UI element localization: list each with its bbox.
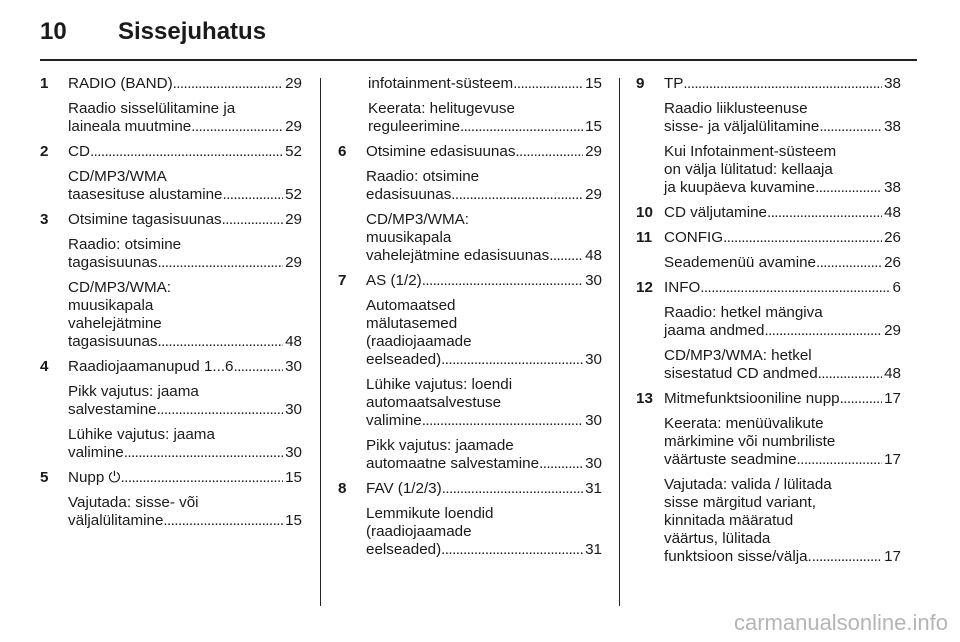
- leader-line: [366, 480, 602, 498]
- leader-line: [366, 143, 602, 161]
- leader-line: [664, 451, 901, 469]
- entry-text: laineala muutmine: [68, 118, 192, 135]
- dot-leader: [223, 186, 284, 204]
- leader-line: [68, 143, 302, 161]
- toc-entry: [40, 358, 302, 462]
- toc-subentry: [68, 426, 302, 462]
- subentry-line: sisse märgitud variant,: [664, 494, 816, 511]
- column-2: [338, 75, 602, 566]
- toc-subentry: [68, 168, 302, 204]
- entry-text: taasesituse alustamine: [68, 186, 223, 203]
- dot-leader: [764, 322, 882, 340]
- dot-leader: [422, 272, 583, 290]
- page-ref: 29: [285, 211, 302, 228]
- page-ref: 6: [892, 279, 901, 296]
- dot-leader: [815, 179, 882, 197]
- page-ref: 15: [285, 469, 302, 486]
- entry-text: reguleerimine: [368, 118, 461, 135]
- item-number: 9: [636, 75, 645, 92]
- entry-text: väljalülitamine: [68, 512, 164, 529]
- leader-line: [366, 351, 602, 369]
- page-ref: 48: [285, 333, 302, 350]
- toc-subentry: [68, 279, 302, 351]
- page-ref: 31: [585, 541, 602, 558]
- leader-line: [366, 455, 602, 473]
- leader-line: [664, 365, 901, 383]
- dot-leader: [158, 333, 284, 351]
- toc-subentry: [68, 100, 302, 136]
- subentry-line: Raadio sisselülitamine ja: [68, 100, 236, 117]
- leader-line: [664, 179, 901, 197]
- leader-line: [664, 118, 901, 136]
- page-ref: 30: [285, 358, 302, 375]
- subentry-line: CD/MP3/WMA: hetkel: [664, 347, 812, 364]
- entry-text: TP: [664, 75, 684, 92]
- page-ref: 30: [585, 351, 602, 368]
- leader-line: [664, 204, 901, 222]
- leader-line: [68, 75, 302, 93]
- entry-text: AS (1/2): [366, 272, 422, 289]
- item-number: 10: [636, 204, 653, 221]
- entry-text: sisse- ja väljalülitamine: [664, 118, 820, 135]
- leader-line: [68, 254, 302, 272]
- leader-line: [68, 211, 302, 229]
- toc-entry: [40, 143, 302, 204]
- dot-leader: [767, 204, 882, 222]
- page-ref: 15: [585, 118, 602, 135]
- entry-text: automaatne salvestamine: [366, 455, 540, 472]
- item-number: 1: [40, 75, 49, 92]
- entry-text: Otsimine edasisuunas: [366, 143, 516, 160]
- page-ref: 30: [585, 272, 602, 289]
- toc-entry: [636, 75, 901, 197]
- entry-text: tagasisuunas: [68, 333, 158, 350]
- dot-leader: [549, 247, 583, 265]
- page-ref: 15: [285, 512, 302, 529]
- entry-text: edasisuunas: [366, 186, 452, 203]
- item-number: 8: [338, 480, 347, 497]
- header-rule: [40, 59, 917, 61]
- subentry-line: Raadio: otsimine: [366, 168, 480, 185]
- item-number: 5: [40, 469, 49, 486]
- subentry-line: (raadiojaamade: [366, 333, 472, 350]
- subentry-line: Raadio: otsimine: [68, 236, 182, 253]
- dot-leader: [442, 480, 583, 498]
- dot-leader: [124, 444, 283, 462]
- subentry-line: Pikk vajutus: jaamade: [366, 437, 514, 454]
- entry-text: Mitmefunktsiooniline nupp: [664, 390, 840, 407]
- leader-line: [68, 333, 302, 351]
- page-ref: 29: [285, 118, 302, 135]
- entry-text: eelseaded): [366, 351, 442, 368]
- subentry-line: Keerata: helitugevuse: [368, 100, 515, 117]
- toc-subentry: [68, 383, 302, 419]
- watermark: carmanualsonline.info: [733, 610, 948, 635]
- page-ref: 29: [884, 322, 901, 339]
- dot-leader: [816, 254, 882, 272]
- column-divider-2: [619, 78, 620, 606]
- subentry-line: Lühike vajutus: loendi: [366, 376, 513, 393]
- entry-text: eelseaded): [366, 541, 442, 558]
- subentry-line: muusikapala: [68, 297, 154, 314]
- column-3: [636, 75, 901, 573]
- entry-text: CONFIG: [664, 229, 724, 246]
- entry-text: valimine: [366, 412, 422, 429]
- toc-subentry: [68, 236, 302, 272]
- dot-leader: [222, 211, 283, 229]
- item-number: 3: [40, 211, 49, 228]
- entry-text: sisestatud CD andmed: [664, 365, 818, 382]
- subentry-line: Raadio liiklusteenuse: [664, 100, 808, 117]
- page-ref: 26: [884, 254, 901, 271]
- toc-entry: [338, 75, 602, 136]
- subentry-line: (raadiojaamade: [366, 523, 472, 540]
- page-ref: 48: [884, 365, 901, 382]
- entry-text: Nupp ⏻: [68, 469, 121, 486]
- item-number: 2: [40, 143, 49, 160]
- item-number: 11: [636, 229, 653, 246]
- dot-leader: [163, 512, 283, 530]
- toc-subentry: [664, 304, 901, 340]
- entry-text: funktsioon sisse/välja.: [664, 548, 812, 565]
- page-ref: 38: [884, 179, 901, 196]
- dot-leader: [797, 451, 883, 469]
- toc-subentry: [664, 143, 901, 197]
- entry-text: FAV (1/2/3): [366, 480, 442, 497]
- subentry-line: on välja lülitatud: kellaaja: [664, 161, 833, 178]
- subentry-line: muusikapala: [366, 229, 452, 246]
- page-ref: 48: [884, 204, 901, 221]
- subentry-line: CD/MP3/WMA:: [366, 211, 469, 228]
- subentry-line: CD/MP3/WMA:: [68, 279, 171, 296]
- subentry-line: CD/MP3/WMA: [68, 168, 167, 185]
- leader-line: [68, 401, 302, 419]
- toc-entry: [338, 272, 602, 473]
- entry-text: INFO: [664, 279, 701, 296]
- toc-subentry: [664, 415, 901, 469]
- page-ref: 29: [285, 254, 302, 271]
- entry-text: Seademenüü avamine: [664, 254, 816, 271]
- leader-line: [368, 75, 602, 93]
- entry-text: infotainment-süsteem: [368, 75, 514, 92]
- toc-entry: [40, 469, 302, 530]
- page-ref: 29: [585, 143, 602, 160]
- dot-leader: [121, 469, 284, 487]
- subentry-line: Lühike vajutus: jaama: [68, 426, 215, 443]
- toc-subentry: [366, 211, 602, 265]
- leader-line: [366, 541, 602, 559]
- leader-line: [368, 118, 602, 136]
- dot-leader: [460, 118, 583, 136]
- leader-line: [664, 279, 901, 297]
- entry-text: CD: [68, 143, 90, 160]
- leader-line: [68, 118, 302, 136]
- dot-leader: [683, 75, 882, 93]
- entry-text: jaama andmed: [664, 322, 765, 339]
- dot-leader: [422, 412, 583, 430]
- page-ref: 17: [884, 390, 901, 407]
- dot-leader: [234, 358, 284, 376]
- page-ref: 30: [285, 401, 302, 418]
- toc-subentry: [664, 100, 901, 136]
- item-number: 4: [40, 358, 49, 375]
- dot-leader: [700, 279, 890, 297]
- dot-leader: [191, 118, 283, 136]
- dot-leader: [818, 365, 882, 383]
- subentry-line: mälutasemed: [366, 315, 458, 332]
- page-title: Sissejuhatus: [118, 18, 267, 45]
- page-ref: 30: [585, 412, 602, 429]
- entry-text: Otsimine tagasisuunas: [68, 211, 222, 228]
- leader-line: [366, 247, 602, 265]
- page-ref: 29: [285, 75, 302, 92]
- dot-leader: [515, 143, 583, 161]
- leader-line: [664, 229, 901, 247]
- entry-text: RADIO (BAND): [68, 75, 173, 92]
- entry-text: väärtuste seadmine: [664, 451, 797, 468]
- subentry-line: vahelejätmine: [68, 315, 162, 332]
- leader-line: [366, 186, 602, 204]
- entry-text: ja kuupäeva kuvamine: [664, 179, 816, 196]
- toc-entry: [338, 143, 602, 265]
- dot-leader: [451, 186, 583, 204]
- toc-entry: [636, 390, 901, 566]
- dot-leader: [90, 143, 283, 161]
- toc-subentry: [366, 168, 602, 204]
- leader-line: [68, 512, 302, 530]
- subentry-line: kinnitada määratud: [664, 512, 794, 529]
- page-ref: 52: [285, 186, 302, 203]
- column-divider-1: [320, 78, 321, 606]
- leader-line: [68, 186, 302, 204]
- dot-leader: [157, 401, 283, 419]
- entry-text: valimine: [68, 444, 124, 461]
- toc-subentry: [366, 437, 602, 473]
- dot-leader: [513, 75, 583, 93]
- leader-line: [664, 75, 901, 93]
- toc-subentry: [664, 254, 901, 272]
- dot-leader: [812, 548, 882, 566]
- page-ref: 26: [884, 229, 901, 246]
- page-ref: 31: [585, 480, 602, 497]
- page-ref: 52: [285, 143, 302, 160]
- page-ref: 30: [585, 455, 602, 472]
- dot-leader: [840, 390, 882, 408]
- entry-text: tagasisuunas: [68, 254, 158, 271]
- subentry-line: Automaatsed: [366, 297, 456, 314]
- page-ref: 38: [884, 118, 901, 135]
- page-header: [40, 14, 920, 54]
- leader-line: [68, 469, 302, 487]
- dot-leader: [819, 118, 882, 136]
- dot-leader: [723, 229, 882, 247]
- toc-subentry: [664, 347, 901, 383]
- subentry-line: automaatsalvestuse: [366, 394, 502, 411]
- subentry-line: Vajutada: sisse- või: [68, 494, 199, 511]
- subentry-line: Vajutada: valida / lülitada: [664, 476, 832, 493]
- leader-line: [664, 390, 901, 408]
- toc-subentry: [366, 297, 602, 369]
- entry-text: Raadiojaamanupud 1...6: [68, 358, 234, 375]
- toc-entry: [338, 480, 602, 559]
- item-number: 12: [636, 279, 653, 296]
- item-number: 7: [338, 272, 347, 289]
- toc-subentry: [664, 476, 901, 566]
- dot-leader: [158, 254, 284, 272]
- subentry-line: Keerata: menüüvalikute: [664, 415, 824, 432]
- toc-entry: [40, 75, 302, 136]
- item-number: 6: [338, 143, 347, 160]
- leader-line: [68, 444, 302, 462]
- leader-line: [664, 548, 901, 566]
- toc-entry: [636, 204, 901, 222]
- item-number: 13: [636, 390, 653, 407]
- page-ref: 29: [585, 186, 602, 203]
- subentry-line: Lemmikute loendid: [366, 505, 494, 522]
- subentry-line: Raadio: hetkel mängiva: [664, 304, 823, 321]
- dot-leader: [173, 75, 283, 93]
- dot-leader: [441, 541, 583, 559]
- toc-subentry: [368, 100, 602, 136]
- subentry-line: Pikk vajutus: jaama: [68, 383, 199, 400]
- leader-line: [366, 272, 602, 290]
- page-ref: 38: [884, 75, 901, 92]
- leader-line: [664, 254, 901, 272]
- subentry-line: Kui Infotainment-süsteem: [664, 143, 837, 160]
- toc-entry: [636, 279, 901, 383]
- leader-line: [366, 412, 602, 430]
- entry-text: CD väljutamine: [664, 204, 767, 221]
- toc-subentry: [366, 505, 602, 559]
- subentry-line: märkimine või numbriliste: [664, 433, 836, 450]
- toc-subentry: [366, 376, 602, 430]
- page-number: 10: [40, 18, 67, 45]
- page-ref: 30: [285, 444, 302, 461]
- toc-entry: [40, 211, 302, 351]
- column-1: [40, 75, 302, 537]
- subentry-line: väärtus, lülitada: [664, 530, 771, 547]
- leader-line: [664, 322, 901, 340]
- toc-entry: [636, 229, 901, 272]
- dot-leader: [539, 455, 583, 473]
- entry-text: salvestamine: [68, 401, 157, 418]
- page-ref: 48: [585, 247, 602, 264]
- page-ref: 15: [585, 75, 602, 92]
- page-ref: 17: [884, 451, 901, 468]
- toc-subentry: [68, 494, 302, 530]
- page-ref: 17: [884, 548, 901, 565]
- dot-leader: [441, 351, 583, 369]
- leader-line: [68, 358, 302, 376]
- entry-text: vahelejätmine edasisuunas: [366, 247, 550, 264]
